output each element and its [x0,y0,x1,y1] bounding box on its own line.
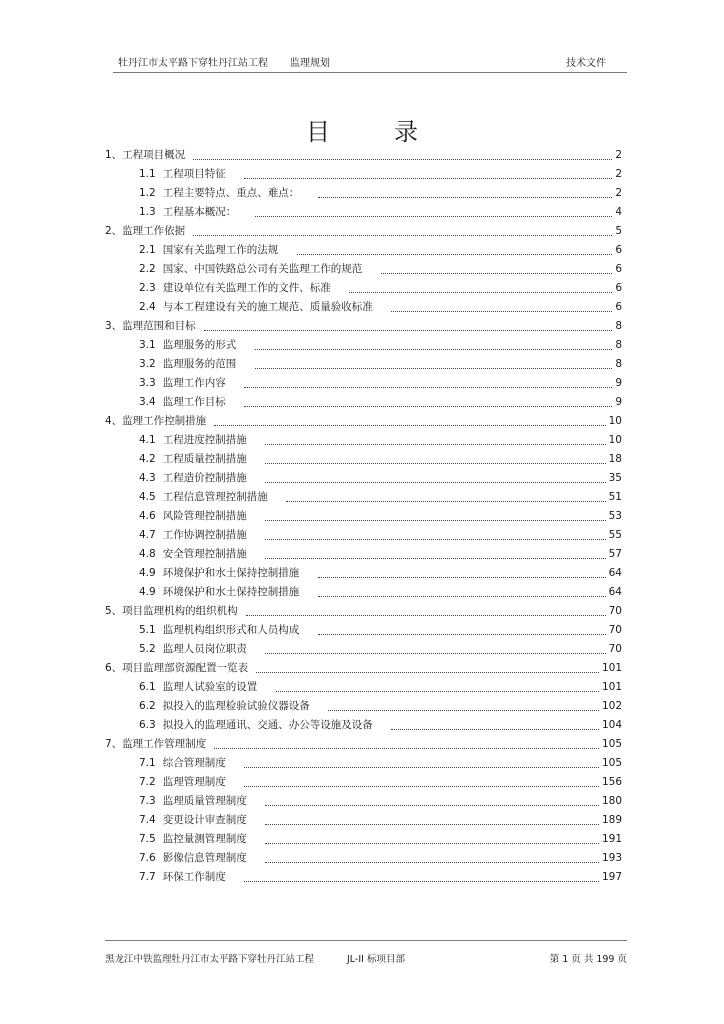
page-title: 目录 [306,118,482,146]
toc-entry-text: 工程质量控制措施 [162,453,247,465]
toc-entry[interactable] [0,241,724,260]
toc-entry-number: 3.2 [139,358,156,370]
toc-entry-text: 监理质量管理制度 [162,795,247,807]
toc-entry-title [139,830,247,849]
toc-page-number: 8 [615,320,622,332]
toc-dot-leader [244,767,599,768]
toc-dot-leader [265,843,599,844]
toc-entry-number: 4、 [105,415,123,427]
toc-entry-text: 国家有关监理工作的法规 [162,244,279,256]
toc-entry-text: 监理工作控制措施 [122,415,207,427]
header-category: 技术文件 [566,58,606,69]
toc-entry-title [139,355,236,374]
toc-entry[interactable] [0,317,724,336]
toc-entry-text: 环境保护和水土保持控制措施 [162,567,300,579]
toc-entry-text: 安全管理控制措施 [162,548,247,560]
toc-entry-number: 3.3 [139,377,156,389]
toc-entry[interactable] [0,697,724,716]
toc-entry-text: 监理范围和目标 [122,320,196,332]
toc-entry[interactable] [0,222,724,241]
footer-section: JL-II 标项目部 [347,954,405,965]
toc-entry-title [139,564,299,583]
toc-entry-text: 项目监理机构的组织机构 [122,605,238,617]
toc-entry-text: 工程造价控制措施 [162,472,247,484]
toc-entry-title [139,469,247,488]
toc-entry-title [139,545,247,564]
toc-page-number: 18 [608,453,622,465]
toc-dot-leader [349,292,612,293]
toc-entry-title [139,526,247,545]
toc-entry-text: 工作协调控制措施 [162,529,247,541]
toc-entry-text: 工程进度控制措施 [162,434,247,446]
toc-entry[interactable] [0,336,724,355]
toc-entry-text: 风险管理控制措施 [162,510,247,522]
toc-entry-title [139,621,299,640]
toc-entry-text: 监理工作内容 [162,377,226,389]
footer-divider [105,940,627,941]
toc-entry-title [139,640,247,659]
toc-entry-text: 监理机构组织形式和人员构成 [162,624,300,636]
toc-page-number: 2 [615,149,622,161]
toc-entry-number: 2.2 [139,263,156,275]
toc-dot-leader [244,881,599,882]
toc-entry-title [105,659,248,678]
toc-entry-number: 7.5 [139,833,156,845]
toc-entry-number: 3、 [105,320,123,332]
toc-entry-text: 项目监理部资源配置一览表 [122,662,249,674]
toc-entry[interactable] [0,792,724,811]
toc-entry[interactable] [0,488,724,507]
toc-entry-number: 2.3 [139,282,156,294]
toc-entry-number: 4.9 [139,567,156,579]
toc-page-number: 193 [601,852,622,864]
toc-entry-title [139,393,226,412]
toc-page-number: 2 [615,187,622,199]
toc-entry[interactable] [0,260,724,279]
toc-entry[interactable] [0,868,724,887]
toc-entry[interactable] [0,754,724,773]
page-header [118,50,606,70]
toc-entry-number: 7.2 [139,776,156,788]
toc-entry-title [139,203,236,222]
toc-dot-leader [297,254,612,255]
toc-entry-text: 监理服务的形式 [162,339,237,351]
toc-page-number: 53 [608,510,622,522]
toc-entry-text: 拟投入的监理检验试验仪器设备 [162,700,310,712]
toc-entry-number: 2.1 [139,244,156,256]
toc-dot-leader [265,444,605,445]
toc-entry-number: 5.2 [139,643,156,655]
toc-dot-leader [265,862,599,863]
toc-entry[interactable] [0,583,724,602]
toc-entry[interactable] [0,545,724,564]
toc-page-number: 104 [601,719,622,731]
toc-entry[interactable] [0,773,724,792]
toc-entry[interactable] [0,735,724,754]
toc-entry-number: 7.1 [139,757,156,769]
toc-entry-text: 监理管理制度 [162,776,226,788]
toc-entry-title [139,241,278,260]
toc-entry-text: 工程项目概况 [122,149,186,161]
toc-entry-number: 7、 [105,738,123,750]
toc-entry[interactable] [0,374,724,393]
toc-dot-leader [391,311,612,312]
toc-page-number: 191 [601,833,622,845]
toc-page-number: 6 [615,263,622,275]
toc-entry-text: 国家、中国铁路总公司有关监理工作的规范 [162,263,363,275]
toc-entry[interactable] [0,507,724,526]
toc-entry-title [105,222,185,241]
toc-entry[interactable] [0,165,724,184]
page-footer [105,951,627,965]
toc-page-number: 64 [608,567,622,579]
toc-entry[interactable] [0,431,724,450]
toc-entry-number: 7.3 [139,795,156,807]
toc-entry-number: 5.1 [139,624,156,636]
toc-entry-text: 监理工作管理制度 [122,738,207,750]
toc-page-number: 105 [601,757,622,769]
toc-entry-title [139,868,226,887]
toc-entry-number: 4.7 [139,529,156,541]
toc-dot-leader [246,615,606,616]
toc-page-number: 57 [608,548,622,560]
toc-entry-text: 监理工作依据 [122,225,186,237]
toc-page-number: 70 [608,605,622,617]
toc-entry-text: 环保工作制度 [162,871,226,883]
toc-dot-leader [193,159,612,160]
toc-entry-number: 1.2 [139,187,156,199]
footer-org: 黑龙江中铁监理牡丹江市太平路下穿牡丹江站工程 [105,954,315,965]
toc-dot-leader [328,710,599,711]
toc-entry[interactable] [0,450,724,469]
footer-page-info: 第 1 页 共 199 页 [549,954,627,965]
toc-entry-number: 4.9 [139,586,156,598]
toc-page-number: 4 [615,206,622,218]
toc-dot-leader [318,577,606,578]
toc-entry-title [139,678,257,697]
toc-dot-leader [265,805,599,806]
toc-entry-number: 2、 [105,225,123,237]
toc-page-number: 51 [608,491,622,503]
toc-page-number: 10 [608,415,622,427]
toc-dot-leader [265,539,605,540]
toc-entry-title [139,716,373,735]
toc-entry-title [105,317,196,336]
toc-page-number: 64 [608,586,622,598]
toc-entry-title [139,374,226,393]
toc-entry[interactable] [0,602,724,621]
toc-entry-text: 综合管理制度 [162,757,226,769]
toc-entry-number: 4.5 [139,491,156,503]
toc-dot-leader [204,330,613,331]
toc-page-number: 102 [601,700,622,712]
toc-entry-number: 6.2 [139,700,156,712]
toc-entry-number: 4.2 [139,453,156,465]
toc-entry-title [105,146,185,165]
toc-entry-title [139,298,373,317]
toc-entry[interactable] [0,469,724,488]
toc-entry-title [139,260,362,279]
header-left [118,54,330,69]
toc-entry-title [139,754,226,773]
table-of-contents [0,146,724,887]
toc-entry[interactable] [0,184,724,203]
toc-entry[interactable] [0,393,724,412]
toc-entry-title [139,583,299,602]
header-doc-type: 监理规划 [290,58,330,69]
toc-dot-leader [286,501,605,502]
toc-page-number: 2 [615,168,622,180]
toc-entry-number: 7.4 [139,814,156,826]
toc-entry-title [139,279,331,298]
toc-entry-title [139,773,226,792]
toc-entry-text: 监理人试验室的设置 [162,681,258,693]
toc-dot-leader [256,672,599,673]
toc-dot-leader [193,235,612,236]
toc-entry-text: 影像信息管理制度 [162,852,247,864]
toc-entry-title [139,697,310,716]
toc-dot-leader [391,729,599,730]
toc-dot-leader [255,349,612,350]
toc-dot-leader [244,786,599,787]
toc-dot-leader [265,824,599,825]
toc-entry-number: 4.3 [139,472,156,484]
toc-entry-text: 工程主要特点、重点、难点： [162,187,300,199]
toc-entry-title [105,412,206,431]
toc-entry-number: 1.3 [139,206,156,218]
toc-page-number: 105 [601,738,622,750]
toc-dot-leader [244,387,612,388]
toc-entry-title [139,165,226,184]
toc-entry-title [105,602,238,621]
toc-entry[interactable] [0,412,724,431]
toc-entry-number: 3.1 [139,339,156,351]
toc-entry-number: 6、 [105,662,123,674]
toc-dot-leader [265,558,605,559]
toc-entry-text: 工程基本概况： [162,206,237,218]
toc-entry-number: 1.1 [139,168,156,180]
toc-dot-leader [265,653,605,654]
toc-page-number: 9 [615,377,622,389]
toc-entry-number: 4.8 [139,548,156,560]
toc-entry[interactable] [0,716,724,735]
toc-dot-leader [214,425,605,426]
toc-entry[interactable] [0,279,724,298]
toc-entry-text: 与本工程建设有关的施工规范、质量验收标准 [162,301,373,313]
toc-entry[interactable] [0,564,724,583]
toc-entry-number: 7.7 [139,871,156,883]
toc-page-number: 10 [608,434,622,446]
toc-dot-leader [255,216,612,217]
toc-page-number: 6 [615,244,622,256]
header-project: 牡丹江市太平路下穿牡丹江站工程 [118,58,268,69]
toc-page-number: 101 [601,681,622,693]
toc-dot-leader [244,178,612,179]
toc-page-number: 156 [601,776,622,788]
toc-entry-title [139,849,247,868]
toc-entry[interactable] [0,526,724,545]
toc-page-number: 6 [615,301,622,313]
toc-entry-number: 2.4 [139,301,156,313]
toc-page-number: 180 [601,795,622,807]
toc-entry-text: 工程信息管理控制措施 [162,491,268,503]
toc-entry-title [139,184,299,203]
toc-entry-text: 拟投入的监理通讯、交通、办公等设施及设备 [162,719,373,731]
toc-page-number: 8 [615,339,622,351]
toc-page-number: 9 [615,396,622,408]
toc-dot-leader [381,273,612,274]
toc-entry-text: 监理工作目标 [162,396,226,408]
toc-entry[interactable] [0,659,724,678]
toc-entry-number: 6.3 [139,719,156,731]
toc-page-number: 35 [608,472,622,484]
toc-entry-title [139,431,247,450]
toc-entry-title [139,450,247,469]
toc-entry-text: 建设单位有关监理工作的文件、标准 [162,282,331,294]
toc-page-number: 6 [615,282,622,294]
toc-entry[interactable] [0,355,724,374]
toc-page-number: 55 [608,529,622,541]
toc-entry[interactable] [0,830,724,849]
toc-page-number: 8 [615,358,622,370]
toc-entry-title [139,811,247,830]
toc-entry-text: 监理人员岗位职责 [162,643,247,655]
toc-dot-leader [244,406,612,407]
toc-entry[interactable] [0,298,724,317]
toc-dot-leader [214,748,599,749]
toc-page-number: 197 [601,871,622,883]
toc-entry[interactable] [0,203,724,222]
toc-entry[interactable] [0,678,724,697]
toc-entry-title [139,488,268,507]
toc-dot-leader [318,197,612,198]
toc-dot-leader [318,596,606,597]
toc-entry-number: 6.1 [139,681,156,693]
toc-page-number: 70 [608,624,622,636]
toc-page-number: 101 [601,662,622,674]
toc-entry-number: 4.1 [139,434,156,446]
toc-entry-text: 工程项目特征 [162,168,226,180]
header-divider [113,72,627,73]
toc-entry[interactable] [0,849,724,868]
toc-dot-leader [265,520,605,521]
toc-entry-text: 监控量测管理制度 [162,833,247,845]
toc-entry-title [105,735,206,754]
toc-page-number: 70 [608,643,622,655]
toc-entry-number: 7.6 [139,852,156,864]
toc-entry-text: 监理服务的范围 [162,358,237,370]
toc-entry-title [139,507,247,526]
toc-dot-leader [265,463,605,464]
toc-entry[interactable] [0,811,724,830]
toc-entry-number: 3.4 [139,396,156,408]
toc-dot-leader [255,368,612,369]
toc-page-number: 189 [601,814,622,826]
toc-dot-leader [318,634,606,635]
toc-dot-leader [276,691,599,692]
toc-entry[interactable] [0,146,724,165]
toc-entry-number: 5、 [105,605,123,617]
toc-page-number: 5 [615,225,622,237]
toc-entry[interactable] [0,640,724,659]
toc-entry-title [139,792,247,811]
toc-dot-leader [265,482,605,483]
toc-entry[interactable] [0,621,724,640]
toc-entry-title [139,336,236,355]
toc-entry-number: 1、 [105,149,123,161]
toc-entry-text: 环境保护和水土保持控制措施 [162,586,300,598]
toc-entry-text: 变更设计审查制度 [162,814,247,826]
toc-entry-number: 4.6 [139,510,156,522]
